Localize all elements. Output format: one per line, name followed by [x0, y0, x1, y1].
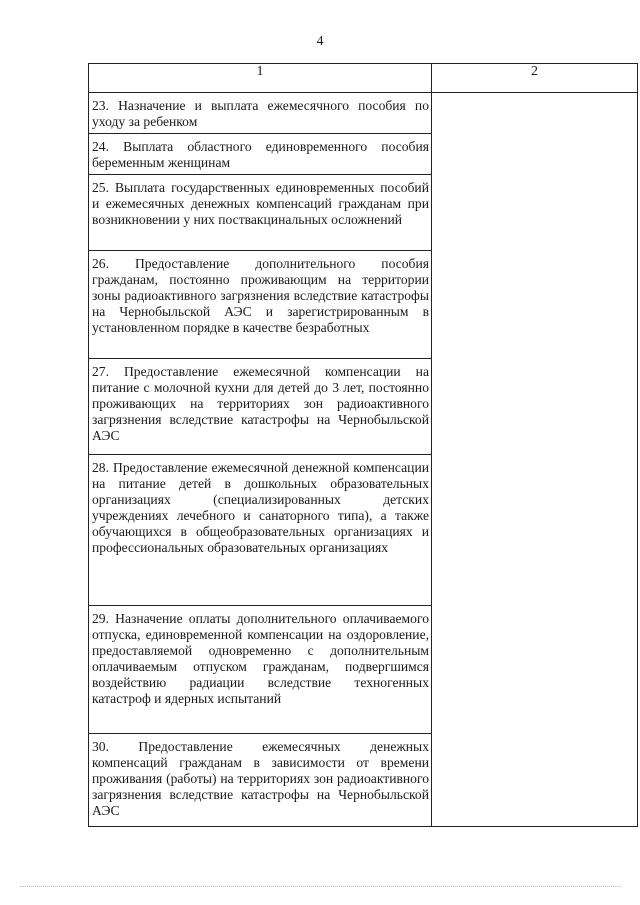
column-header-2: 2 — [432, 64, 638, 93]
row-24-text: 24. Выплата областного единовременного пособия беременным женщинам — [92, 139, 429, 170]
page-number: 4 — [316, 34, 324, 49]
row-cell — [89, 359, 432, 455]
row-28-text: 28. Предоставление ежемесячной денежной компенсации на питание детей в дошкольных образовательных организациях (специализированных детских учреждениях лечебного и санаторного типа), а также обучающихся в общеобразовательных организациях и профессиональных образовательных организациях — [92, 460, 429, 555]
row-cell — [89, 606, 432, 734]
scan-artifact-divider — [20, 886, 620, 891]
row-27-text: 27. Предоставление ежемесячной компенсации на питание с молочной кухни для детей до 3 лет, постоянно проживающих на территориях зон радиоактивного загрязнения вследствие катастрофы на Чернобыльской АЭС — [92, 364, 429, 443]
row-23-text: 23. Назначение и выплата ежемесячного пособия по уходу за ребенком — [92, 98, 429, 129]
row-cell — [89, 734, 432, 827]
row-25-text: 25. Выплата государственных единовременных пособий и ежемесячных денежных компенсаций гражданам при возникновении у них поствакцинальных осложнений — [92, 180, 429, 227]
row-cell — [89, 93, 432, 134]
table-row — [89, 93, 638, 134]
row-29-text: 29. Назначение оплаты дополнительного оплачиваемого отпуска, единовременной компенсации на оздоровление, предоставляемой одновременно с дополнительным оплачиваемым отпуском гражданам, подвергшимся воздействию радиации вследствие техногенных катастроф и ядерных испытаний — [92, 611, 429, 706]
row-cell — [89, 175, 432, 251]
row-cell — [89, 455, 432, 606]
row-cell — [89, 134, 432, 175]
column-header-1: 1 — [89, 64, 432, 93]
row-30-text: 30. Предоставление ежемесячных денежных компенсаций гражданам в зависимости от времени проживания (работы) на территориях зон радиоактивного загрязнения вследствие катастрофы на Чернобыльской АЭС — [92, 739, 429, 818]
row-cell — [89, 251, 432, 359]
table-header-row — [89, 64, 638, 93]
document-table — [88, 63, 638, 827]
column-2-empty-cell — [432, 93, 638, 827]
row-26-text: 26. Предоставление дополнительного пособия гражданам, постоянно проживающим на территории зоны радиоактивного загрязнения вследствие катастрофы на Чернобыльской АЭС и зарегистрированным в установленном порядке в качестве безработных — [92, 256, 429, 335]
